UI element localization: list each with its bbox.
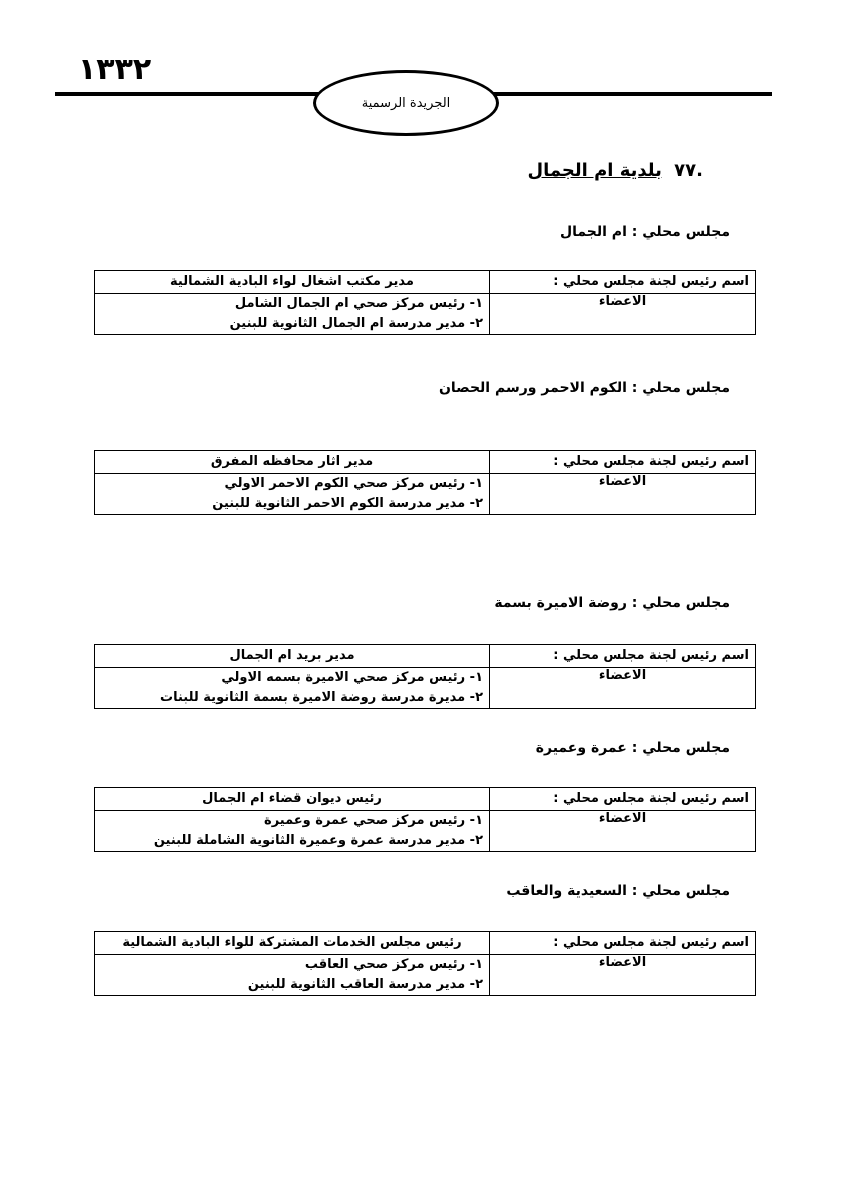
chair-label: اسم رئيس لجنة مجلس محلي :: [490, 645, 756, 668]
members-list: [95, 955, 490, 996]
council-table: [94, 931, 756, 996]
section-number: .٧٧: [674, 160, 703, 181]
member-item: ٢- مدير مدرسة عمرة وعميرة الثانوية الشاملة للبنين: [153, 833, 483, 848]
members-label: الاعضاء: [490, 811, 756, 852]
member-item: ١- رئيس مركز صحي العاقب: [304, 957, 483, 972]
member-item: ٢- مدير مدرسة العاقب الثانوية للبنين: [247, 977, 483, 992]
council-table: [94, 787, 756, 852]
members-list: [95, 294, 490, 335]
members-label: الاعضاء: [490, 668, 756, 709]
members-label: الاعضاء: [490, 474, 756, 515]
section-heading: [527, 160, 703, 181]
chair-name: رئيس ديوان قضاء ام الجمال: [95, 788, 490, 811]
section-title: بلدية ام الجمال: [527, 160, 662, 181]
members-list: [95, 811, 490, 852]
chair-label: اسم رئيس لجنة مجلس محلي :: [490, 932, 756, 955]
members-list: [95, 474, 490, 515]
chair-label: اسم رئيس لجنة مجلس محلي :: [490, 271, 756, 294]
chair-name: مدير بريد ام الجمال: [95, 645, 490, 668]
council-title: مجلس محلي : ام الجمال: [560, 224, 730, 240]
council-title: مجلس محلي : السعيدية والعاقب: [506, 883, 730, 899]
member-item: ٢- مديرة مدرسة روضة الاميرة بسمة الثانوية للبنات: [160, 690, 483, 705]
chair-name: مدير اثار محافظه المفرق: [95, 451, 490, 474]
council-table: [94, 270, 756, 335]
chair-name: رئيس مجلس الخدمات المشتركة للواء البادية الشمالية: [95, 932, 490, 955]
council-table: [94, 644, 756, 709]
council-table: [94, 450, 756, 515]
members-list: [95, 668, 490, 709]
council-title: مجلس محلي : عمرة وعميرة: [535, 740, 730, 756]
members-label: الاعضاء: [490, 955, 756, 996]
member-item: ٢- مدير مدرسة الكوم الاحمر الثانوية للبنين: [212, 496, 483, 511]
chair-label: اسم رئيس لجنة مجلس محلي :: [490, 451, 756, 474]
council-title: مجلس محلي : روضة الاميرة بسمة: [494, 595, 730, 611]
publication-title: الجريدة الرسمية: [313, 70, 499, 136]
member-item: ١- رئيس مركز صحي الاميرة بسمه الاولي: [221, 670, 483, 685]
page-number: ١٣٣٢: [78, 52, 152, 87]
chair-label: اسم رئيس لجنة مجلس محلي :: [490, 788, 756, 811]
member-item: ١- رئيس مركز صحي عمرة وعميرة: [264, 813, 483, 828]
council-title: مجلس محلي : الكوم الاحمر ورسم الحصان: [438, 380, 730, 396]
member-item: ١- رئيس مركز صحي ام الجمال الشامل: [234, 296, 483, 311]
member-item: ٢- مدير مدرسة ام الجمال الثانوية للبنين: [229, 316, 483, 331]
chair-name: مدير مكتب اشغال لواء البادية الشمالية: [95, 271, 490, 294]
member-item: ١- رئيس مركز صحي الكوم الاحمر الاولي: [224, 476, 483, 491]
members-label: الاعضاء: [490, 294, 756, 335]
